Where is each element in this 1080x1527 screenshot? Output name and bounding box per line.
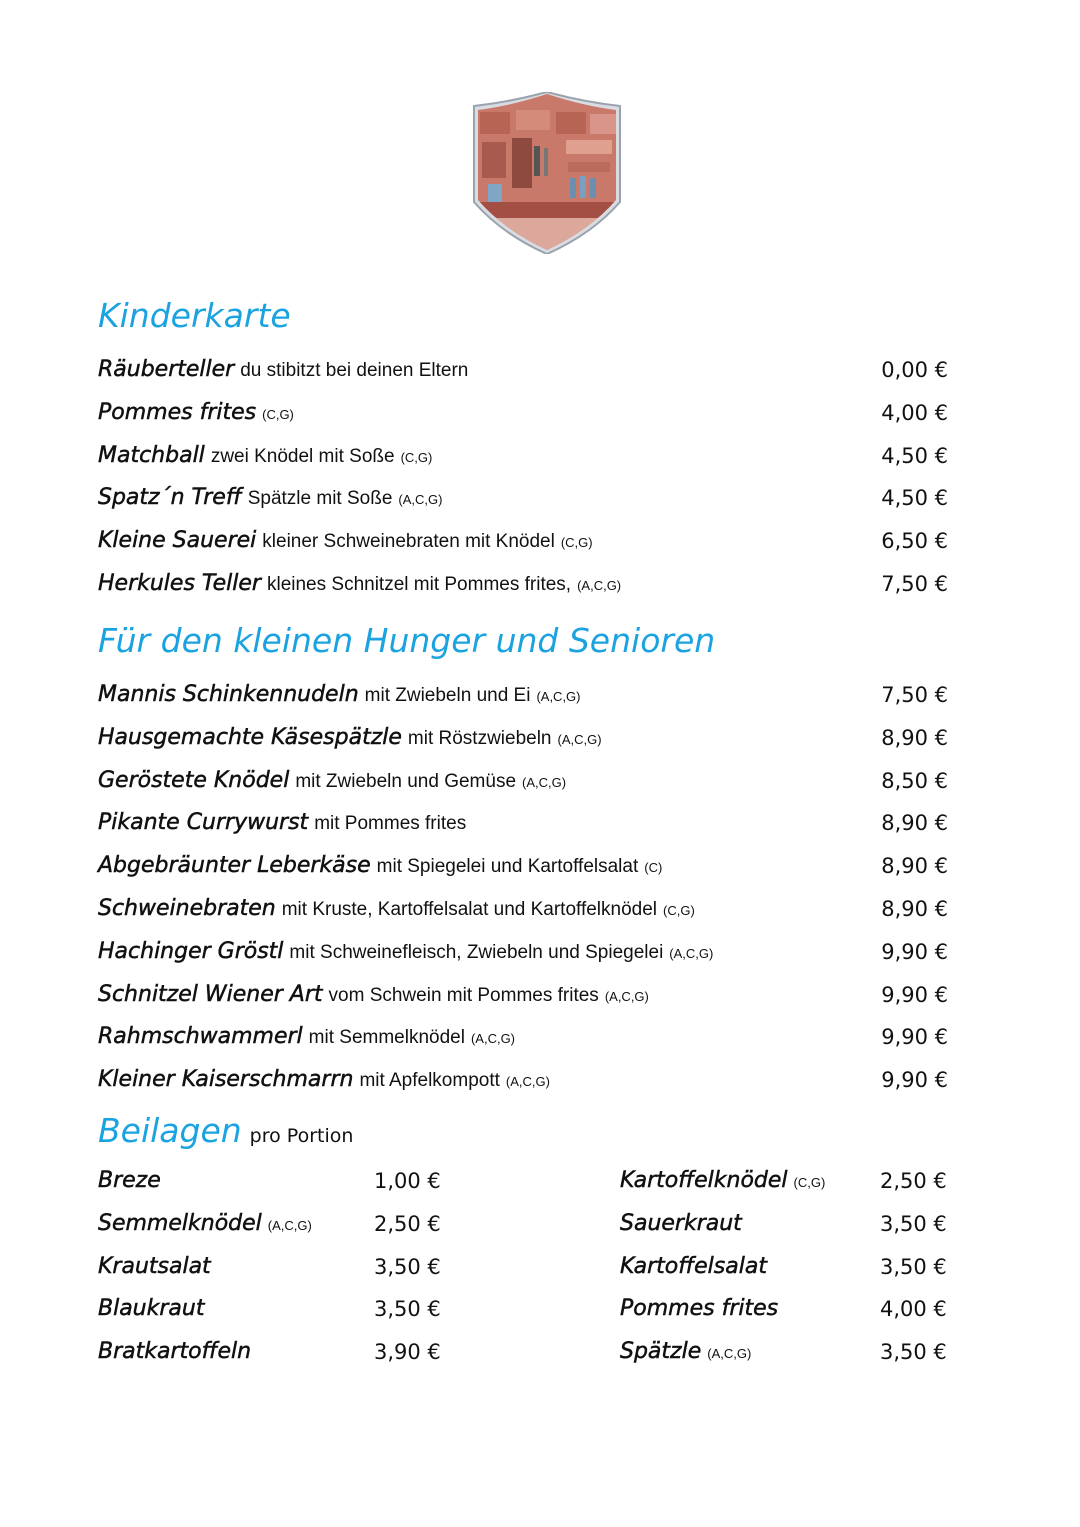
menu-item-name-line <box>98 524 593 560</box>
menu-item-price: 4,50 € <box>881 486 948 511</box>
menu-item <box>98 1063 948 1097</box>
side-dish-price: 2,50 € <box>880 1169 947 1193</box>
menu-item-allergens: (A,C,G) <box>604 988 649 1004</box>
side-dish-price: 2,50 € <box>374 1211 441 1236</box>
menu-item-price: 0,00 € <box>881 358 948 382</box>
menu-item-description: mit Schweinefleisch, Zwiebeln und Spiegelei <box>289 941 664 963</box>
menu-item-price: 6,50 € <box>881 529 948 554</box>
menu-item <box>98 396 948 430</box>
menu-item-title: Kleine Sauerei <box>98 528 257 554</box>
section-title-kleiner-hunger: Für den kleinen Hunger und Senioren <box>98 621 716 660</box>
side-dish-title: Spätzle <box>620 1339 702 1365</box>
menu-item-allergens: (A,C,G) <box>536 689 581 704</box>
side-dish-price: 3,50 € <box>880 1340 947 1365</box>
side-dish-title: Sauerkraut <box>620 1210 742 1236</box>
side-dish-name-line <box>620 1164 825 1200</box>
side-dish-title: Kartoffelsalat <box>620 1253 767 1279</box>
side-dish-title: Blaukraut <box>98 1296 205 1322</box>
menu-item-allergens: (A,C,G) <box>470 1031 516 1047</box>
menu-item-name-line <box>98 396 294 432</box>
side-dish-allergens: (A,C,G) <box>267 1217 312 1233</box>
menu-item-title: Schweinebraten <box>98 896 276 921</box>
beilagen-title: Beilagen <box>98 1111 242 1150</box>
side-dish-name-line <box>620 1335 751 1371</box>
menu-item <box>98 849 948 883</box>
side-dish-item <box>98 1250 441 1284</box>
menu-item-title: Herkules Teller <box>98 571 261 596</box>
menu-item <box>98 806 948 840</box>
menu-item <box>98 439 948 473</box>
menu-item-allergens: (C,G) <box>262 406 294 422</box>
side-dish-title: Kartoffelknödel <box>620 1168 788 1193</box>
side-dish-item <box>98 1207 441 1241</box>
menu-item <box>98 678 948 712</box>
menu-item-allergens: (A,C,G) <box>505 1074 550 1090</box>
menu-item-title: Rahmschwammerl <box>98 1024 303 1050</box>
menu-item-allergens: (C,G) <box>663 903 695 918</box>
menu-item-price: 4,50 € <box>881 443 948 468</box>
menu-item-price: 7,50 € <box>881 572 948 596</box>
menu-item-allergens: (C,G) <box>400 449 433 465</box>
beilagen-subtitle: pro Portion <box>249 1125 354 1147</box>
menu-item-allergens: (C,G) <box>560 535 593 551</box>
menu-item-price: 9,90 € <box>881 1025 948 1050</box>
side-dish-item <box>620 1250 960 1284</box>
menu-item <box>98 481 948 515</box>
menu-item-description: mit Zwiebeln und Gemüse <box>295 770 517 792</box>
side-dish-price: 4,00 € <box>880 1297 947 1322</box>
menu-item <box>98 764 948 798</box>
menu-item-description: kleines Schnitzel mit Pommes frites, <box>266 574 572 595</box>
side-dish-item <box>620 1207 960 1241</box>
menu-item-price: 9,90 € <box>881 939 948 964</box>
menu-item <box>98 721 948 755</box>
menu-item-name-line <box>98 806 466 841</box>
side-dish-allergens: (A,C,G) <box>707 1346 752 1362</box>
menu-item-price: 7,50 € <box>881 683 948 707</box>
side-dish-title: Breze <box>98 1168 161 1193</box>
menu-item-description: Spätzle mit Soße <box>247 488 393 510</box>
side-dish-item <box>620 1164 960 1198</box>
menu-item-description: mit Zwiebeln und Ei <box>364 685 531 706</box>
menu-item-title: Pikante Currywurst <box>98 810 309 836</box>
side-dish-name-line <box>620 1250 767 1285</box>
menu-item-description: vom Schwein mit Pommes frites <box>328 984 599 1006</box>
menu-item-price: 8,90 € <box>881 854 948 879</box>
menu-item-name-line <box>98 892 695 928</box>
side-dish-name-line <box>620 1292 778 1327</box>
menu-item-allergens: (A,C,G) <box>557 731 602 747</box>
side-dish-title: Bratkartoffeln <box>98 1339 252 1365</box>
side-dish-item <box>98 1335 441 1369</box>
menu-item-price: 8,90 € <box>881 897 948 921</box>
menu-item-description: kleiner Schweinebraten mit Knödel <box>262 531 555 553</box>
side-dish-name-line <box>98 1292 204 1327</box>
menu-item-price: 9,90 € <box>881 982 948 1007</box>
menu-item-title: Kleiner Kaiserschmarrn <box>98 1067 354 1093</box>
side-dish-item <box>98 1292 441 1326</box>
menu-item-description: mit Spiegelei und Kartoffelsalat <box>376 856 639 878</box>
menu-item-name-line <box>98 721 602 757</box>
menu-item-name-line <box>98 935 713 971</box>
menu-item-name-line <box>98 764 566 800</box>
menu-item-title: Hausgemachte Käsespätzle <box>98 724 402 750</box>
menu-item-name-line <box>98 1063 550 1099</box>
menu-item-description: mit Semmelknödel <box>308 1027 465 1049</box>
side-dish-title: Pommes frites <box>620 1296 779 1322</box>
menu-item <box>98 935 948 969</box>
menu-item-name-line <box>98 678 581 714</box>
menu-item-title: Abgebräunter Leberkäse <box>98 853 371 879</box>
menu-item-description: du stibitzt bei deinen Eltern <box>240 360 469 381</box>
menu-item-description: mit Pommes frites <box>314 813 467 835</box>
side-dish-item <box>620 1335 960 1369</box>
menu-item-title: Pommes frites <box>98 399 257 425</box>
side-dish-name-line <box>98 1250 211 1285</box>
menu-item-description: mit Apfelkompott <box>359 1070 500 1092</box>
section-title-beilagen <box>98 1111 353 1156</box>
side-dish-price: 3,50 € <box>880 1211 947 1236</box>
menu-item-name-line <box>98 353 468 388</box>
side-dish-item <box>98 1164 441 1198</box>
menu-item-name-line <box>98 439 432 475</box>
side-dish-price: 3,50 € <box>374 1297 441 1322</box>
side-dish-price: 3,90 € <box>374 1340 441 1365</box>
menu-item-allergens: (C) <box>644 860 663 876</box>
menu-item-title: Schnitzel Wiener Art <box>98 981 323 1007</box>
menu-item-name-line <box>98 849 662 885</box>
menu-item-price: 8,90 € <box>881 725 948 750</box>
menu-item-allergens: (A,C,G) <box>398 492 443 508</box>
side-dish-price: 1,00 € <box>374 1169 441 1193</box>
menu-item-price: 4,00 € <box>881 400 948 425</box>
side-dish-allergens: (C,G) <box>793 1175 826 1190</box>
menu-item-allergens: (A,C,G) <box>669 945 714 961</box>
menu-item-description: mit Kruste, Kartoffelsalat und Kartoffelknödel <box>281 899 658 920</box>
side-dish-name-line <box>98 1335 251 1370</box>
menu-item <box>98 892 948 926</box>
side-dish-price: 3,50 € <box>374 1254 441 1279</box>
side-dish-name-line <box>620 1207 742 1242</box>
menu-item-price: 8,90 € <box>881 811 948 836</box>
menu-item-description: mit Röstzwiebeln <box>407 727 552 749</box>
section-title-kinderkarte: Kinderkarte <box>98 296 291 335</box>
side-dish-title: Krautsalat <box>98 1253 211 1279</box>
menu-item-name-line <box>98 1020 515 1056</box>
side-dish-name-line <box>98 1164 161 1199</box>
menu-item-title: Hachinger Gröstl <box>98 938 284 964</box>
menu-item-title: Räuberteller <box>98 357 235 382</box>
menu-item-name-line <box>98 481 442 517</box>
side-dish-item <box>620 1292 960 1326</box>
side-dish-price: 3,50 € <box>880 1254 947 1279</box>
menu-item <box>98 978 948 1012</box>
menu-item <box>98 353 948 387</box>
menu-item <box>98 524 948 558</box>
menu-item-title: Mannis Schinkennudeln <box>98 682 359 707</box>
crest-shield-icon <box>470 92 624 254</box>
menu-item-name-line <box>98 978 649 1014</box>
menu-item-title: Matchball <box>98 442 205 468</box>
menu-item-title: Spatz´n Treff <box>98 485 242 511</box>
menu-item-allergens: (A,C,G) <box>577 578 622 593</box>
side-dish-name-line <box>98 1207 312 1243</box>
menu-item-allergens: (A,C,G) <box>522 774 567 790</box>
menu-item <box>98 567 948 601</box>
menu-item-name-line <box>98 567 621 603</box>
menu-item-description: zwei Knödel mit Soße <box>210 445 395 467</box>
menu-item <box>98 1020 948 1054</box>
side-dish-title: Semmelknödel <box>98 1210 262 1236</box>
menu-item-price: 9,90 € <box>881 1068 948 1093</box>
menu-item-price: 8,50 € <box>881 768 948 793</box>
menu-item-title: Geröstete Knödel <box>98 767 290 793</box>
